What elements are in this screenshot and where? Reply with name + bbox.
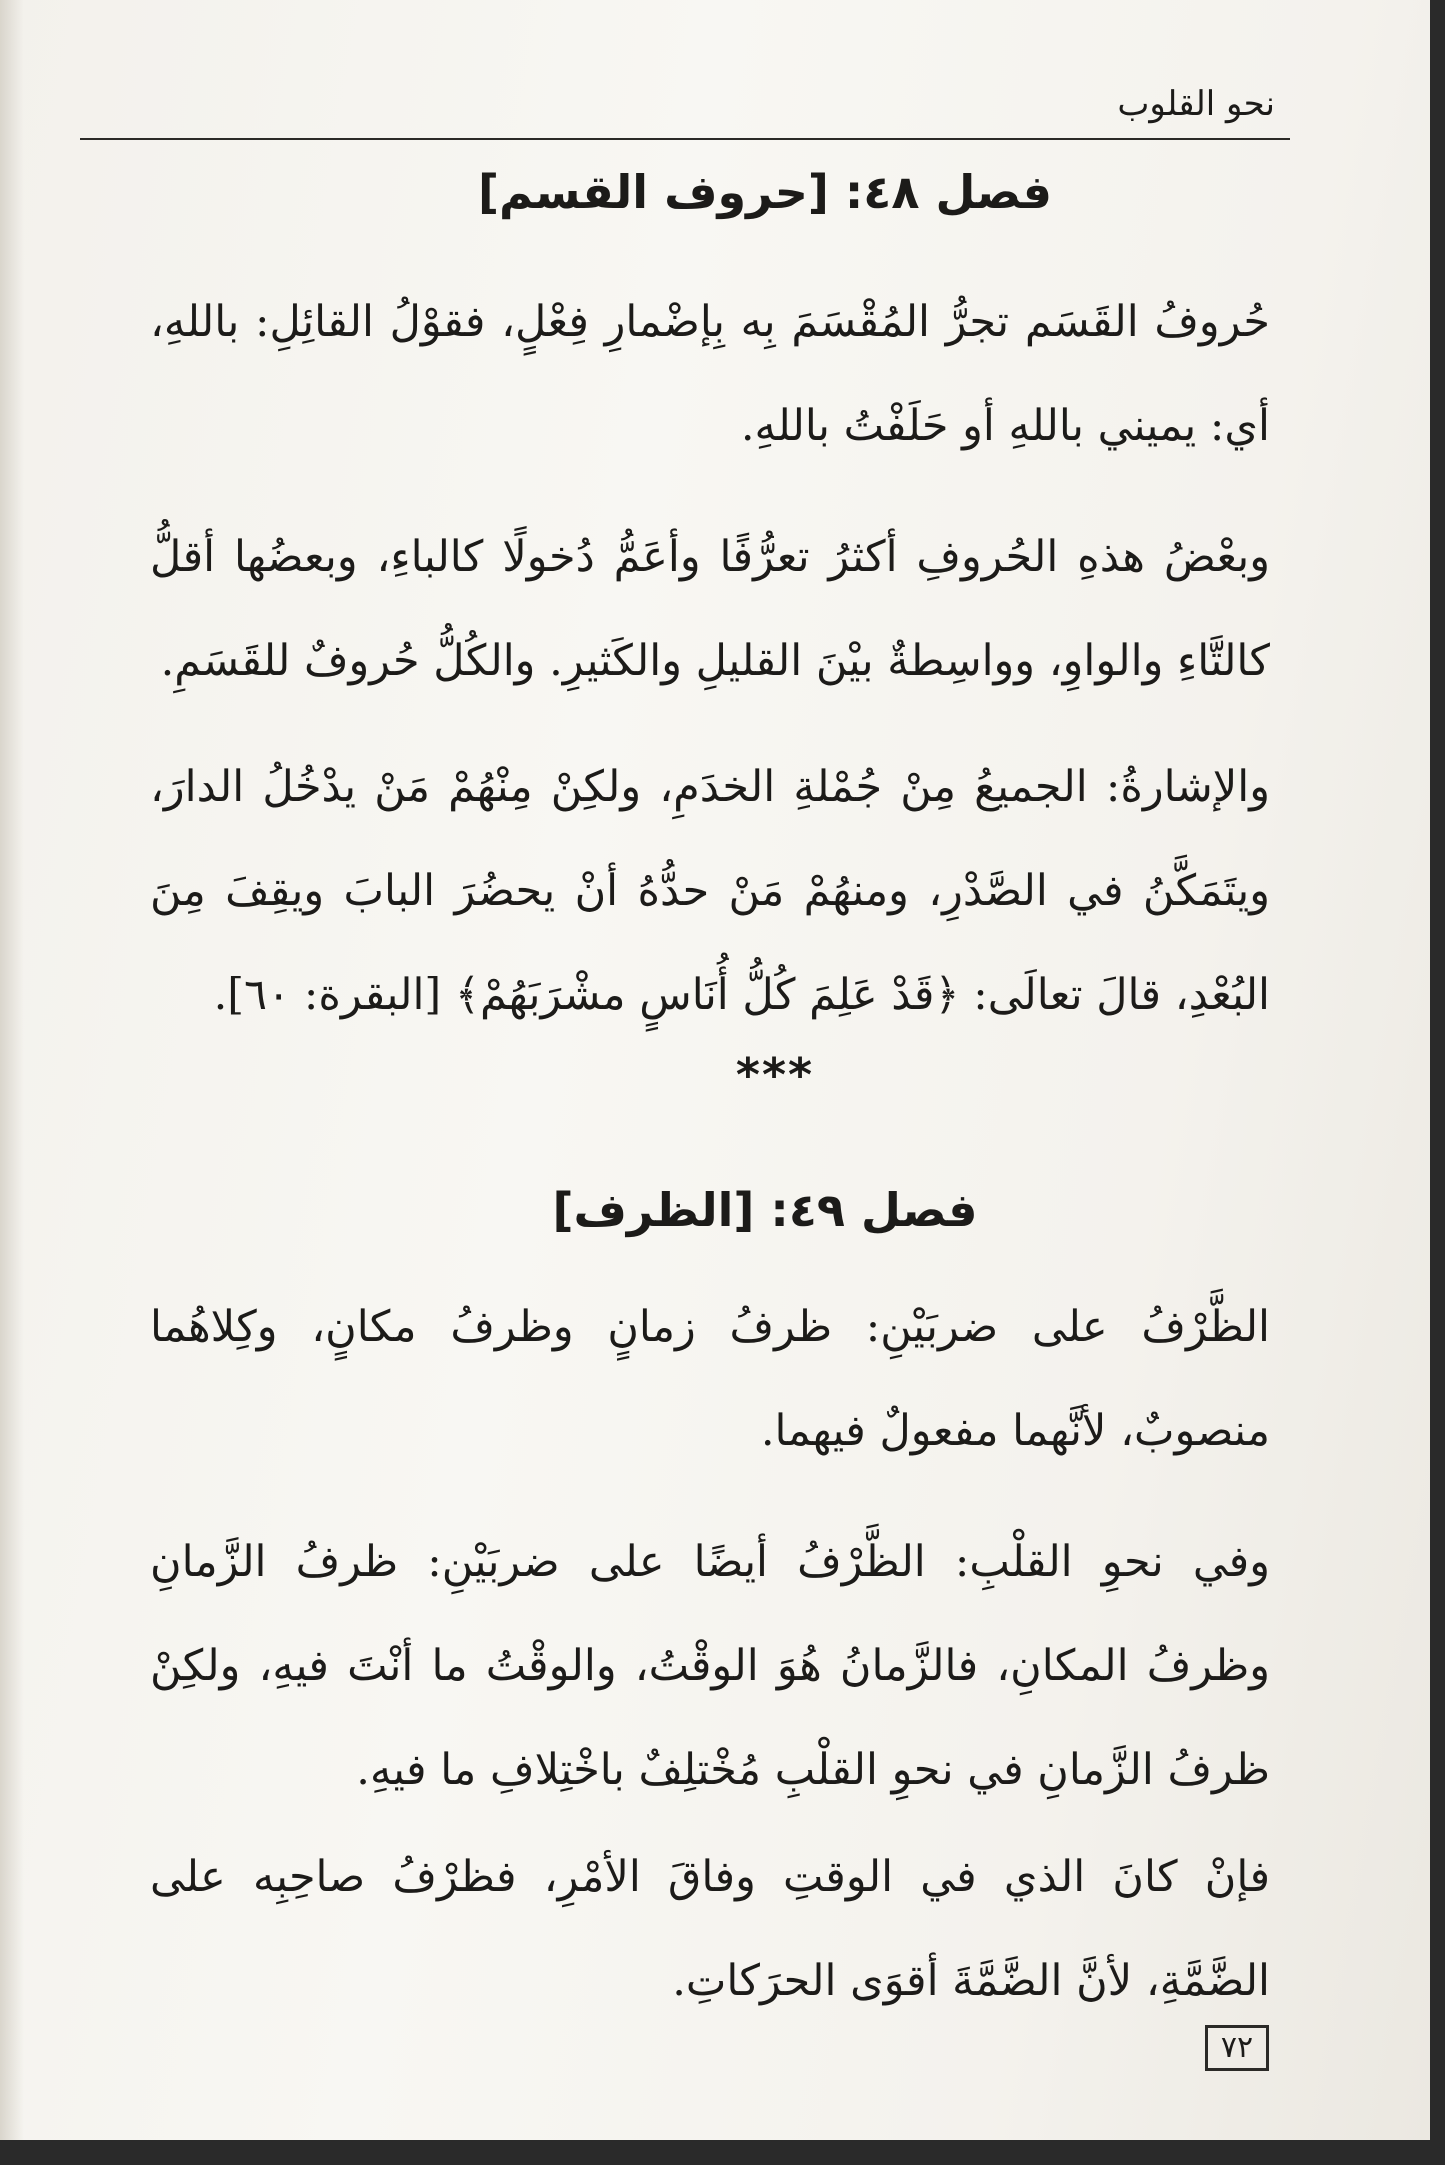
paragraph-48-2: وبعْضُ هذهِ الحُروفِ أكثرُ تعرُّفًا وأعَمُّ دُخولًا كالباءِ، وبعضُها أقلُّ كالتَّاءِ والواوِ، وواسِطةٌ بيْنَ القليلِ والكَثيرِ. والكُلُّ حُروفٌ للقَسَمِ.	[150, 532, 1270, 686]
header-rule	[80, 138, 1290, 140]
running-head: نحو القلوب	[1117, 84, 1275, 124]
section-title-48: فصل ٤٨: [حروف القسم]	[478, 165, 1052, 219]
section-separator: ***	[735, 1048, 815, 1102]
paragraph-48-3: والإشارةُ: الجميعُ مِنْ جُمْلةِ الخدَمِ، ولكِنْ مِنْهُمْ مَنْ يدْخُلُ الدارَ، ويتَمَكَّنُ في الصَّدْرِ، ومنهُمْ مَنْ حدُّهُ أنْ يحضُرَ البابَ ويقِفَ مِنَ البُعْدِ، قالَ تعالَى: ﴿قَدْ عَلِمَ كُلُّ أُنَاسٍ مشْرَبَهُمْ﴾ [البقرة: ٦٠].	[150, 762, 1270, 1020]
paragraph-49-3: فإنْ كانَ الذي في الوقتِ وفاقَ الأمْرِ، فظرْفُ صاحِبِه على الضَّمَّةِ، لأنَّ الضَّمَّةَ أقوَى الحرَكاتِ.	[150, 1852, 1270, 2006]
page-number: ٧٢	[1205, 2025, 1269, 2071]
paragraph-48-1: حُروفُ القَسَم تجرُّ المُقْسَمَ بِه بِإضْمارِ فِعْلٍ، فقوْلُ القائِلِ: باللهِ، أي: يميني باللهِ أو حَلَفْتُ باللهِ.	[150, 297, 1270, 451]
section-title-49: فصل ٤٩: [الظرف]	[552, 1183, 978, 1237]
paragraph-49-2: وفي نحوِ القلْبِ: الظَّرْفُ أيضًا على ضربَيْنِ: ظرفُ الزَّمانِ وظرفُ المكانِ، فالزَّمانُ هُوَ الوقْتُ، والوقْتُ ما أنْتَ فيهِ، ولكِنْ ظرفُ الزَّمانِ في نحوِ القلْبِ مُخْتلِفٌ باخْتِلافِ ما فيهِ.	[150, 1537, 1270, 1795]
paragraph-49-1: الظَّرْفُ على ضربَيْنِ: ظرفُ زمانٍ وظرفُ مكانٍ، وكِلاهُما منصوبٌ، لأنَّهما مفعولٌ فيهما.	[150, 1302, 1271, 1456]
